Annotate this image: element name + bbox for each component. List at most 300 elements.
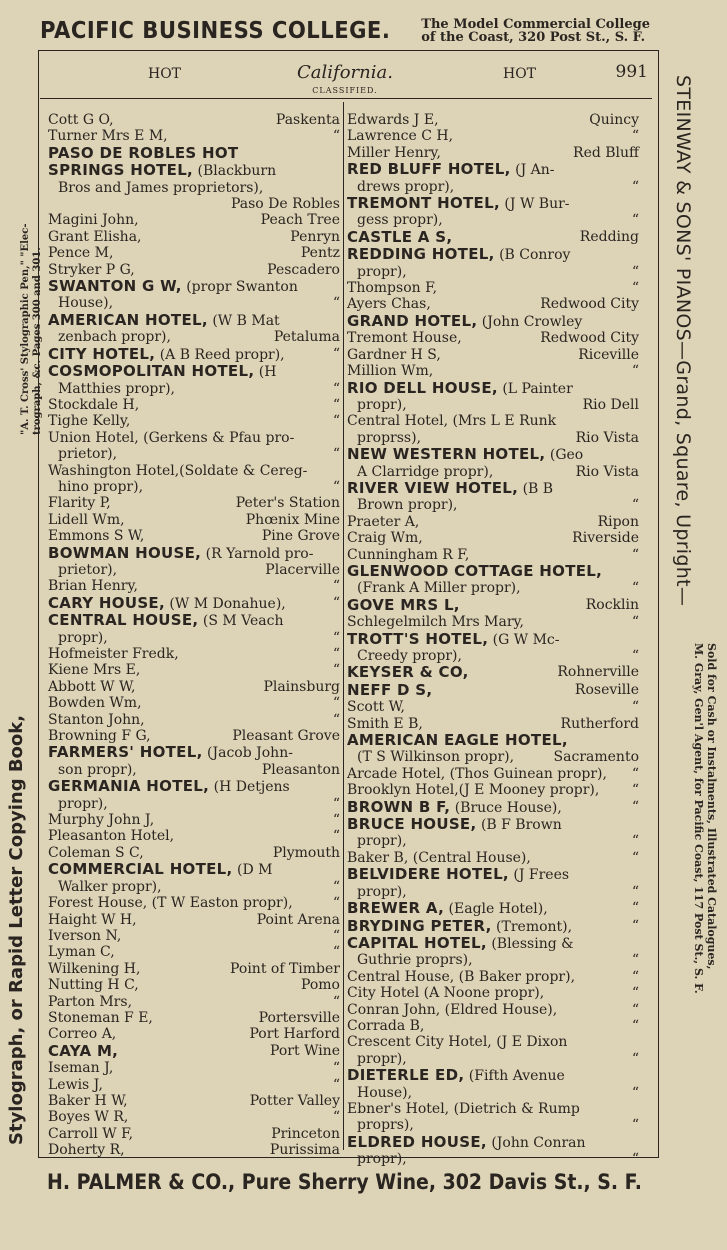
directory-entry — [347, 749, 639, 765]
entry-name — [48, 778, 290, 795]
entry-name: A Clarridge propr), — [357, 463, 494, 480]
entry-place — [635, 1067, 639, 1084]
entry-name-bold: SPRINGS HOTEL, — [48, 161, 194, 180]
directory-entry — [347, 866, 639, 883]
directory-entry — [347, 1002, 639, 1018]
entry-place: “ — [631, 952, 639, 969]
entry-name: Parton Mrs, — [48, 993, 133, 1010]
entry-name: Brooklyn Hotel,(J E Mooney propr), — [347, 782, 600, 799]
entry-place — [635, 446, 639, 463]
entry-detail: (Bruce House), — [454, 799, 562, 816]
directory-entry — [48, 1126, 340, 1142]
entry-detail: (Tremont), — [496, 918, 573, 935]
entry-place: “ — [631, 1117, 639, 1134]
directory-entry — [347, 952, 639, 968]
entry-place: Roseville — [574, 681, 639, 698]
entry-place: “ — [631, 798, 639, 815]
entry-name-bold: BRUCE HOUSE, — [347, 815, 477, 834]
entry-name: Central House, (B Baker propr), — [347, 968, 576, 985]
entry-name-bold: REDDING HOTEL, — [347, 245, 495, 264]
right-margin-ad-text: STEINWAY & SONS' PIANOS—Grand, Square, Upright— — [672, 75, 694, 607]
college-tagline-line2: of the Coast, 320 Post St., S. F. — [421, 30, 646, 45]
entry-place — [336, 861, 340, 878]
classified-label: CLASSIFIED. — [312, 86, 378, 95]
entry-name-bold: AMERICAN HOTEL, — [48, 310, 208, 329]
entry-name: Arcade Hotel, (Thos Guinean propr), — [347, 765, 607, 782]
entry-name: Haight W H, — [48, 911, 137, 928]
directory-entry — [48, 1142, 340, 1158]
entry-place: “ — [631, 648, 639, 664]
entry-place — [336, 545, 340, 562]
directory-entry — [48, 1060, 340, 1076]
directory-entry — [48, 363, 340, 380]
entry-place: “ — [332, 662, 340, 679]
entry-name — [48, 278, 298, 295]
entry-place — [635, 732, 639, 749]
entry-place: “ — [332, 646, 340, 662]
entry-name — [48, 861, 272, 878]
entry-name: propr), — [357, 1050, 407, 1067]
entry-name: Guthrie proprs), — [357, 952, 473, 969]
entry-name: Matthies propr), — [58, 380, 175, 397]
directory-entry — [48, 861, 340, 878]
entry-name: Conran John, (Eldred House), — [347, 1001, 558, 1018]
entry-name — [48, 545, 313, 562]
entry-name: Lidell Wm, — [48, 511, 125, 528]
entry-detail: (S M Veach — [202, 613, 284, 630]
directory-entry — [48, 229, 340, 245]
entry-place — [635, 313, 639, 330]
entry-place: “ — [332, 878, 340, 895]
entry-place: Redwood City — [540, 296, 639, 313]
right-margin-ad — [660, 75, 720, 1155]
entry-name: City Hotel (A Noone propr), — [347, 985, 545, 1002]
right-margin-fine-print — [690, 643, 718, 1123]
entry-name — [48, 145, 238, 162]
directory-entry — [48, 278, 340, 295]
directory-entry — [347, 935, 639, 952]
entry-name-bold: SWANTON G W, — [48, 277, 182, 296]
entry-place — [635, 161, 639, 178]
entry-place: Point of Timber — [230, 960, 340, 977]
entry-name: Lyman C, — [48, 944, 115, 961]
entry-place — [635, 413, 639, 429]
entry-name: Washington Hotel,(Soldate & Cereg- — [48, 462, 308, 479]
directory-entry — [347, 212, 639, 228]
directory-entry — [48, 245, 340, 261]
entry-name-bold: BRYDING PETER, — [347, 916, 492, 935]
entry-place: “ — [631, 985, 639, 1002]
directory-entry — [48, 994, 340, 1010]
entry-name: Stoneman F E, — [48, 1009, 153, 1026]
entry-name: Iseman J, — [48, 1060, 114, 1077]
entry-name: Iverson N, — [48, 927, 122, 944]
directory-entry — [347, 430, 639, 446]
entry-name — [347, 597, 460, 614]
directory-entry — [48, 630, 340, 646]
entry-name-bold: RIO DELL HOUSE, — [347, 378, 498, 397]
left-column — [48, 112, 340, 1159]
entry-place: Redding — [579, 228, 639, 245]
directory-entry — [48, 545, 340, 562]
directory-entry — [48, 1093, 340, 1109]
entry-name — [347, 563, 602, 580]
entry-place: “ — [631, 917, 639, 934]
top-banner — [40, 14, 650, 48]
entry-name: Walker propr), — [58, 878, 162, 895]
entry-place: “ — [332, 695, 340, 712]
entry-name — [48, 1043, 118, 1060]
entry-name: Magini John, — [48, 212, 139, 229]
entry-place: Pleasanton — [261, 761, 340, 778]
entry-name — [347, 1134, 586, 1151]
entry-place: “ — [631, 782, 639, 799]
entry-name — [347, 682, 432, 699]
left-margin-ad — [0, 75, 43, 1155]
entry-name-bold: ELDRED HOUSE, — [347, 1132, 487, 1151]
entry-name: Crescent City Hotel, (J E Dixon — [347, 1034, 568, 1051]
directory-entry — [48, 612, 340, 629]
entry-name: Tremont House, — [347, 330, 462, 347]
entry-name-bold: BROWN B F, — [347, 797, 451, 816]
entry-name: propr), — [58, 629, 108, 646]
entry-name: propr), — [357, 1151, 407, 1168]
entry-name: Thompson F, — [347, 280, 438, 297]
directory-entry — [48, 112, 340, 128]
entry-place — [635, 380, 639, 397]
directory-entry — [48, 578, 340, 594]
directory-entry — [48, 712, 340, 728]
entry-detail: (Blackburn — [197, 163, 277, 180]
directory-entry — [347, 985, 639, 1001]
entry-name: propr), — [357, 396, 407, 413]
entry-name: Million Wm, — [347, 363, 434, 380]
entry-name — [347, 900, 548, 917]
directory-entry — [347, 296, 639, 312]
entry-name: Miller Henry, — [347, 144, 441, 161]
bottom-banner-text: H. PALMER & CO., Pure Sherry Wine, 302 Davis St., S. F. — [47, 1170, 643, 1194]
entry-name: hino propr), — [58, 478, 144, 495]
entry-name: propr), — [58, 795, 108, 812]
entry-place: “ — [332, 396, 340, 413]
entry-place: Rio Vista — [575, 429, 639, 446]
right-fine-line2: M. Gray, Gen'l Agent, for Pacific Coast, 117 Post St., S. F. — [692, 643, 705, 994]
entry-place: Placerville — [265, 561, 340, 578]
directory-entry — [347, 380, 639, 397]
entry-place — [336, 612, 340, 629]
entry-name — [347, 664, 469, 681]
directory-entry — [347, 128, 639, 144]
directory-entry — [347, 397, 639, 413]
entry-place: Riverside — [572, 530, 639, 547]
entry-place: “ — [631, 849, 639, 866]
entry-place — [336, 145, 340, 162]
entry-name: Ebner's Hotel, (Dietrich & Rump — [347, 1100, 580, 1117]
entry-name: Doherty R, — [48, 1142, 125, 1159]
directory-entry — [48, 728, 340, 744]
entry-name-bold: AMERICAN EAGLE HOTEL, — [347, 731, 568, 750]
entry-name: Lawrence C H, — [347, 128, 454, 145]
entry-place: “ — [332, 478, 340, 495]
entry-name — [48, 612, 283, 629]
directory-entry — [48, 128, 340, 144]
entry-place: Port Wine — [270, 1042, 340, 1059]
directory-entry — [347, 682, 639, 699]
entry-name: Coleman S C, — [48, 844, 144, 861]
entry-detail: (J Frees — [513, 867, 570, 884]
entry-place — [336, 180, 340, 196]
directory-entry — [347, 1018, 639, 1034]
directory-entry — [347, 363, 639, 379]
entry-place: “ — [332, 812, 340, 829]
entry-name: Correo A, — [48, 1026, 117, 1043]
page-title: California. — [297, 62, 393, 83]
directory-entry — [48, 778, 340, 795]
directory-entry — [347, 799, 639, 816]
directory-entry — [347, 782, 639, 798]
entry-name: proprs), — [357, 1117, 414, 1134]
entry-name: Lewis J, — [48, 1076, 103, 1093]
entry-name-bold: BREWER A, — [347, 899, 445, 918]
entry-name: proprss), — [357, 429, 422, 446]
entry-place — [336, 778, 340, 795]
directory-entry — [347, 833, 639, 849]
directory-entry — [347, 900, 639, 917]
directory-entry — [347, 766, 639, 782]
entry-name: Baker H W, — [48, 1092, 128, 1109]
directory-entry — [347, 1051, 639, 1067]
entry-name: Murphy John J, — [48, 812, 155, 829]
entry-name: Wilkening H, — [48, 960, 141, 977]
header-rule — [40, 98, 652, 99]
entry-place: Princeton — [271, 1125, 340, 1142]
entry-name: Stanton John, — [48, 711, 145, 728]
entry-place: Pescadero — [267, 261, 340, 278]
entry-name: drews propr), — [357, 178, 455, 195]
entry-place: Redwood City — [540, 330, 639, 347]
entry-place — [336, 312, 340, 329]
entry-place: Portersville — [258, 1009, 340, 1026]
entry-name: Tighe Kelly, — [48, 413, 131, 430]
entry-name-bold: RIVER VIEW HOTEL, — [347, 478, 519, 497]
entry-name: son propr), — [58, 761, 137, 778]
entry-name — [48, 312, 280, 329]
entry-detail: (H Detjens — [213, 779, 290, 796]
directory-entry — [48, 1026, 340, 1042]
entry-place: “ — [332, 927, 340, 944]
directory-entry — [48, 679, 340, 695]
directory-entry — [347, 732, 639, 749]
entry-place: Rio Dell — [582, 396, 639, 413]
entry-name: Turner Mrs E M, — [48, 128, 168, 145]
directory-entry — [347, 195, 639, 212]
entry-detail: (John Conran — [491, 1134, 586, 1151]
entry-detail: (John Crowley — [481, 313, 583, 330]
entry-place: Paskenta — [275, 112, 340, 128]
entry-name: Browning F G, — [48, 728, 151, 745]
entry-place: “ — [332, 895, 340, 912]
entry-place: Point Arena — [256, 911, 340, 928]
entry-name — [347, 732, 568, 749]
directory-entry — [347, 816, 639, 833]
entry-place: “ — [631, 580, 639, 597]
directory-entry — [347, 648, 639, 664]
entry-place: “ — [332, 594, 340, 611]
entry-detail: (Fifth Avenue — [468, 1068, 565, 1085]
entry-name-bold: COSMOPOLITAN HOTEL, — [48, 362, 255, 381]
entry-place: Plymouth — [272, 844, 340, 861]
entry-name-bold: GLENWOOD COTTAGE HOTEL, — [347, 561, 603, 580]
entry-place: Quincy — [589, 112, 639, 128]
right-column — [347, 112, 639, 1168]
entry-name: Cunningham R F, — [347, 546, 470, 563]
college-tagline-line1: The Model Commercial College — [421, 17, 650, 32]
entry-detail: (W B Mat — [212, 312, 280, 329]
directory-entry — [48, 595, 340, 612]
directory-entry — [347, 246, 639, 263]
entry-place: “ — [631, 833, 639, 850]
directory-entry — [48, 381, 340, 397]
directory-entry — [347, 631, 639, 648]
entry-place — [336, 744, 340, 761]
directory-entry — [347, 497, 639, 513]
entry-name — [347, 816, 562, 833]
directory-entry — [48, 895, 340, 911]
directory-entry — [347, 1134, 639, 1151]
entry-place: Paso De Robles — [230, 196, 340, 213]
entry-name — [347, 195, 570, 212]
entry-name: House), — [58, 295, 114, 312]
entry-detail: (Blessing & — [491, 935, 574, 952]
entry-place: “ — [631, 900, 639, 917]
entry-place — [635, 480, 639, 497]
entry-place: “ — [631, 128, 639, 145]
entry-place: Ripon — [597, 513, 639, 530]
entry-place: “ — [332, 295, 340, 312]
entry-name-bold: GERMANIA HOTEL, — [48, 777, 210, 796]
entry-detail: (W M Donahue), — [169, 595, 286, 612]
entry-name: gess propr), — [357, 212, 443, 229]
directory-entry — [48, 430, 340, 446]
directory-entry — [347, 514, 639, 530]
entry-place: Petaluma — [273, 329, 340, 346]
entry-name: Ayers Chas, — [347, 296, 431, 313]
entry-name-bold: GRAND HOTEL, — [347, 311, 478, 330]
entry-name: Emmons S W, — [48, 528, 145, 545]
entry-name — [347, 918, 572, 935]
right-fine-line1: Sold for Cash or Instalments, Illustrated Catalogues, — [705, 643, 718, 970]
directory-entry — [347, 264, 639, 280]
entry-detail: (Jacob John- — [207, 745, 293, 762]
entry-name: propr), — [357, 263, 407, 280]
directory-entry — [48, 397, 340, 413]
directory-entry — [347, 330, 639, 346]
entry-name: (Frank A Miller propr), — [357, 580, 521, 597]
directory-entry — [48, 912, 340, 928]
directory-entry — [347, 179, 639, 195]
directory-entry — [48, 180, 340, 196]
directory-entry — [347, 1067, 639, 1084]
entry-place: Peter's Station — [235, 495, 340, 512]
entry-name: Stockdale H, — [48, 396, 140, 413]
entry-place: “ — [631, 614, 639, 631]
directory-entry — [347, 614, 639, 630]
entry-place: “ — [332, 380, 340, 397]
directory-entry — [347, 884, 639, 900]
entry-name: Hofmeister Fredk, — [48, 646, 179, 662]
entry-name-bold: DIETERLE ED, — [347, 1066, 465, 1085]
page-header — [40, 58, 650, 98]
directory-entry — [48, 879, 340, 895]
directory-entry — [48, 145, 340, 162]
entry-name: propr), — [357, 883, 407, 900]
directory-entry — [347, 716, 639, 732]
entry-name: Corrada B, — [347, 1017, 425, 1034]
entry-place — [635, 631, 639, 648]
entry-place: “ — [332, 578, 340, 595]
entry-place — [336, 463, 340, 479]
directory-entry — [48, 1010, 340, 1026]
entry-place: “ — [631, 1084, 639, 1101]
entry-name: Smith E B, — [347, 715, 423, 732]
entry-detail: (propr Swanton — [186, 279, 298, 296]
entry-place — [635, 1101, 639, 1117]
entry-name: Union Hotel, (Gerkens & Pfau pro- — [48, 429, 295, 446]
directory-entry — [347, 597, 639, 614]
entry-name: Gardner H S, — [347, 346, 441, 363]
entry-place: “ — [332, 128, 340, 145]
directory-entry — [48, 162, 340, 179]
directory-entry — [48, 695, 340, 711]
directory-entry — [48, 562, 340, 578]
directory-entry — [347, 969, 639, 985]
entry-name: Grant Elisha, — [48, 228, 142, 245]
entry-place: “ — [332, 446, 340, 463]
entry-name-bold: FARMERS' HOTEL, — [48, 743, 203, 762]
directory-entry — [347, 145, 639, 161]
directory-entry — [347, 161, 639, 178]
entry-name — [347, 161, 555, 178]
entry-place: “ — [631, 363, 639, 380]
directory-entry — [48, 528, 340, 544]
directory-entry — [48, 662, 340, 678]
entry-name: House), — [357, 1084, 413, 1101]
entry-name-bold: TROTT'S HOTEL, — [347, 629, 489, 648]
entry-name-bold: PASO DE ROBLES HOT — [48, 143, 239, 162]
directory-entry — [48, 961, 340, 977]
directory-entry — [48, 212, 340, 228]
entry-name-bold: CITY HOTEL, — [48, 344, 156, 363]
entry-detail: (G W Mc- — [492, 631, 560, 648]
entry-name: Carroll W F, — [48, 1125, 134, 1142]
entry-place: “ — [631, 968, 639, 985]
entry-place: Rio Vista — [575, 463, 639, 480]
entry-name-bold: COMMERCIAL HOTEL, — [48, 860, 233, 879]
entry-detail: (B F Brown — [480, 817, 562, 834]
entry-detail: (J An- — [515, 162, 555, 179]
directory-entry — [48, 928, 340, 944]
directory-entry — [347, 850, 639, 866]
entry-name — [347, 866, 569, 883]
entry-place: “ — [631, 883, 639, 900]
entry-place — [336, 278, 340, 295]
directory-entry — [347, 580, 639, 596]
directory-entry — [347, 1117, 639, 1133]
entry-place: Pine Grove — [261, 528, 340, 545]
entry-place: Red Bluff — [573, 144, 639, 161]
directory-entry — [48, 463, 340, 479]
entry-place — [635, 195, 639, 212]
